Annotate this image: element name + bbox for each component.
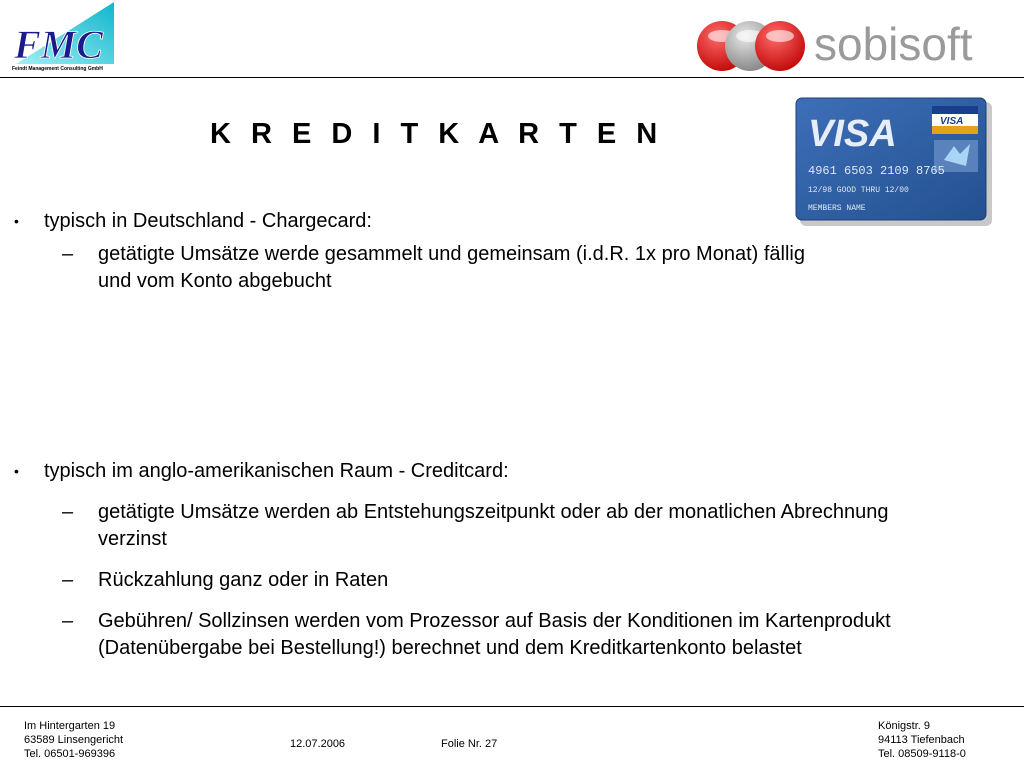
bullet-text: typisch in Deutschland - Chargecard: bbox=[44, 210, 372, 232]
bullet-marker: • bbox=[14, 213, 19, 229]
footer-slide-number: Folie Nr. 27 bbox=[441, 738, 498, 750]
footer-right-address bbox=[878, 719, 966, 761]
fmc-logo bbox=[10, 2, 122, 76]
header-divider bbox=[0, 77, 1024, 78]
footer-street: Königstr. 9 bbox=[878, 720, 930, 732]
sub-item bbox=[62, 567, 389, 594]
visa-brand-text: VISA bbox=[808, 113, 897, 155]
fmc-logo-subtitle: Feindt Management Consulting GmbH bbox=[12, 66, 103, 72]
sub-item-line: getätigte Umsätze werde gesammelt und gemeinsam (i.d.R. 1x pro Monat) fällig bbox=[98, 243, 805, 265]
footer-city: 94113 Tiefenbach bbox=[878, 734, 965, 746]
slide-title: K R E D I T K A R T E N bbox=[210, 118, 664, 150]
dash-marker: – bbox=[62, 243, 74, 265]
footer-divider bbox=[0, 706, 1024, 707]
sub-item bbox=[62, 241, 805, 295]
bullet-marker: • bbox=[14, 463, 19, 479]
dash-marker: – bbox=[62, 569, 74, 591]
footer-phone: Tel. 06501-969396 bbox=[24, 748, 116, 760]
sobisoft-logo bbox=[692, 14, 1012, 74]
sub-item-line: Rückzahlung ganz oder in Raten bbox=[98, 569, 389, 591]
card-valid-line: 12/98 GOOD THRU 12/00 bbox=[808, 186, 909, 195]
dash-marker: – bbox=[62, 501, 74, 523]
sub-item-line: verzinst bbox=[98, 528, 167, 550]
svg-text:VISA: VISA bbox=[940, 116, 964, 127]
sub-item-line: Gebühren/ Sollzinsen werden vom Prozessor auf Basis der Konditionen im Kartenprodukt bbox=[98, 610, 891, 632]
footer-left-address bbox=[24, 719, 123, 761]
card-holder: MEMBERS NAME bbox=[808, 204, 866, 213]
sub-item bbox=[62, 499, 889, 553]
footer-street: Im Hintergarten 19 bbox=[24, 720, 116, 732]
dash-marker: – bbox=[62, 610, 74, 632]
sobisoft-logo-text: sobisoft bbox=[814, 18, 973, 70]
footer-date: 12.07.2006 bbox=[290, 738, 346, 750]
visa-card-image bbox=[794, 96, 994, 228]
sub-item-line: und vom Konto abgebucht bbox=[98, 270, 332, 292]
logo-red-ball-icon bbox=[755, 21, 805, 71]
footer-phone: Tel. 08509-9118-0 bbox=[878, 748, 966, 760]
sub-item bbox=[62, 608, 891, 662]
bullet-item bbox=[14, 208, 372, 235]
bullet-text: typisch im anglo-amerikanischen Raum - Creditcard: bbox=[44, 460, 509, 482]
sub-item-line: (Datenübergabe bei Bestellung!) berechnet und dem Kreditkartenkonto belastet bbox=[98, 637, 802, 659]
sub-item-line: getätigte Umsätze werden ab Entstehungszeitpunkt oder ab der monatlichen Abrechnung bbox=[98, 501, 889, 523]
footer-city: 63589 Linsengericht bbox=[24, 734, 124, 746]
fmc-logo-text: FMC bbox=[14, 22, 103, 67]
bullet-item bbox=[14, 458, 509, 485]
card-number: 4961 6503 2109 8765 bbox=[808, 164, 945, 178]
